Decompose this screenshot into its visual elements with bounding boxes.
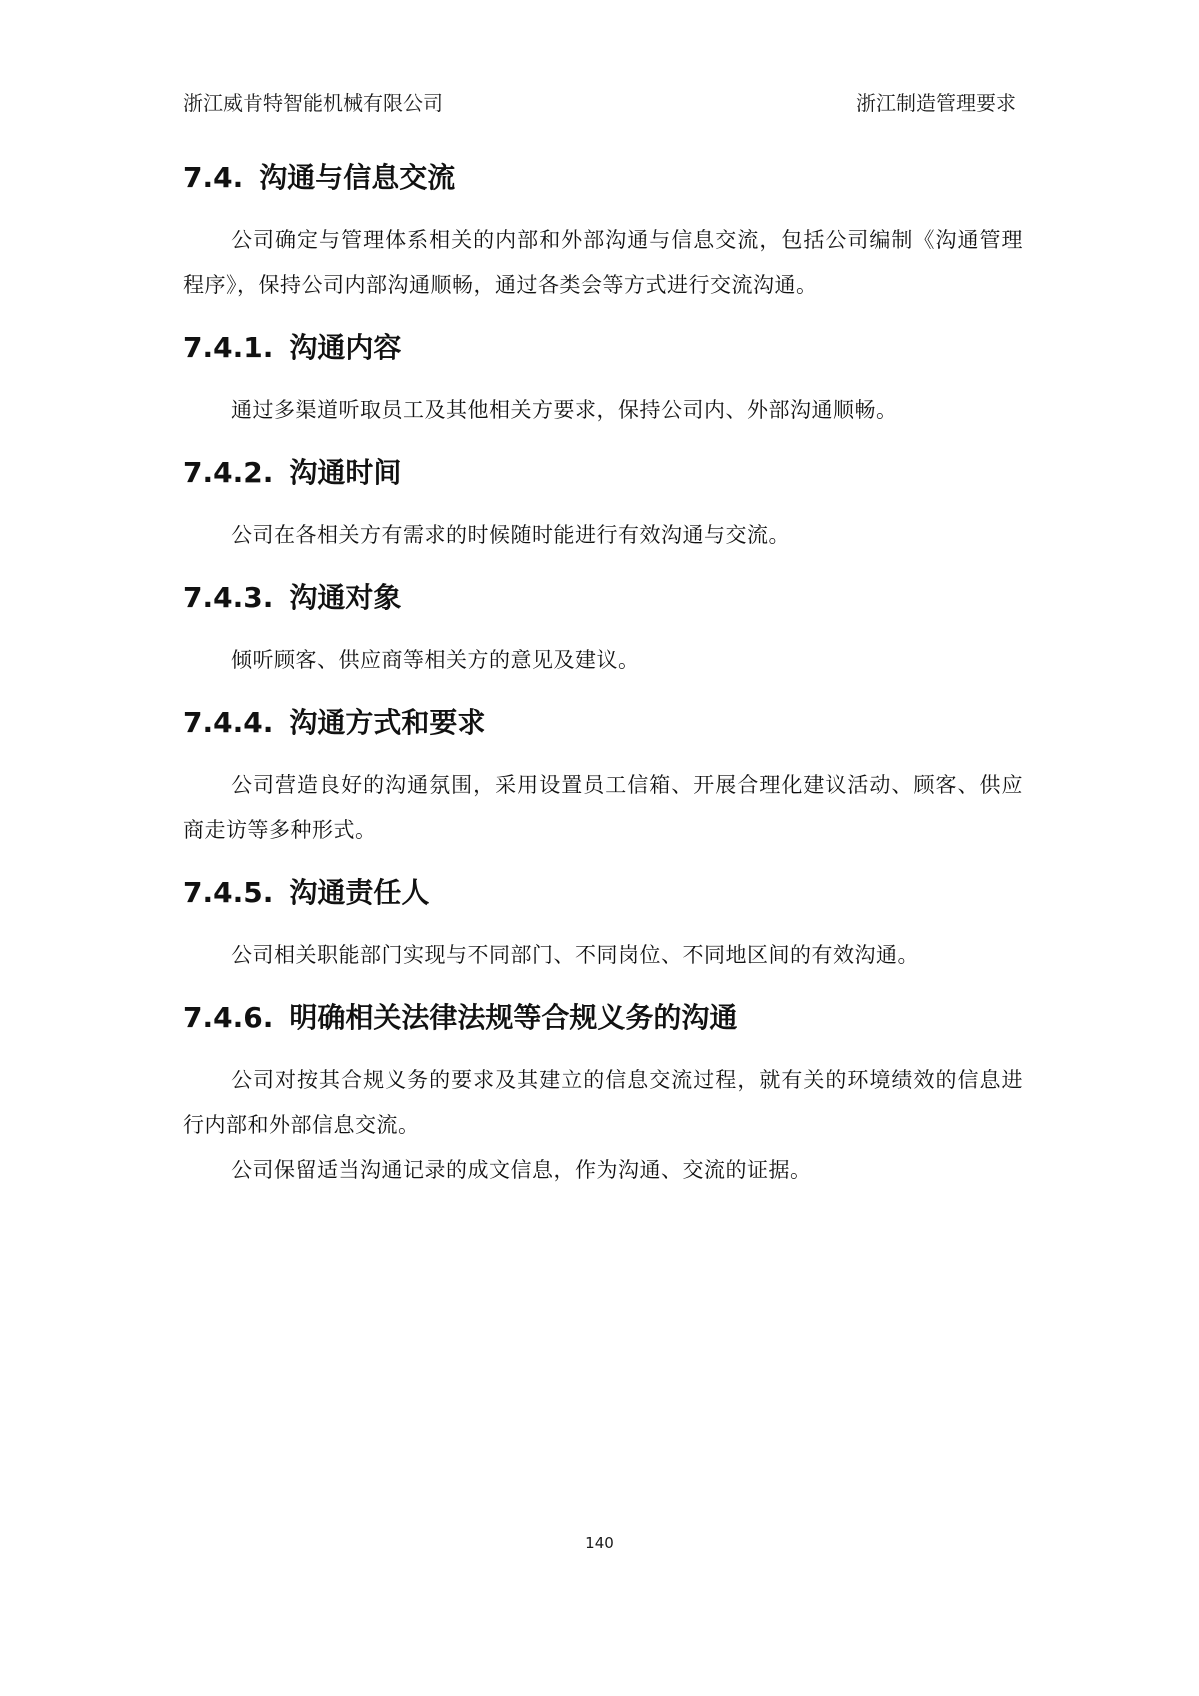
section-number: 7.4.2. [183, 456, 274, 489]
section-title: 明确相关法律法规等合规义务的沟通 [289, 1001, 738, 1034]
section-heading [183, 990, 1023, 1046]
body-paragraph: 公司相关职能部门实现与不同部门、不同岗位、不同地区间的有效沟通。 [231, 943, 919, 967]
section-title: 沟通对象 [289, 581, 402, 614]
section-number: 7.4.1. [183, 331, 274, 364]
section-title: 沟通时间 [289, 456, 402, 489]
header-company-name: 浙江威肯特智能机械有限公司 [183, 90, 443, 115]
body-paragraph: 公司确定与管理体系相关的内部和外部沟通与信息交流，包括公司编制《沟通管理程序》，保持公司内部沟通顺畅，通过各类会等方式进行交流沟通。 [183, 228, 1023, 297]
body-paragraph: 公司保留适当沟通记录的成文信息，作为沟通、交流的证据。 [231, 1158, 812, 1182]
section-title: 沟通与信息交流 [259, 161, 456, 194]
section-number: 7.4. [183, 161, 244, 194]
section-heading [183, 865, 1023, 921]
section-heading [183, 695, 1023, 751]
section-heading [183, 445, 1023, 501]
section-number: 7.4.4. [183, 706, 274, 739]
section-heading [183, 320, 1023, 376]
body-paragraph: 通过多渠道听取员工及其他相关方要求，保持公司内、外部沟通顺畅。 [231, 398, 898, 422]
section-heading [183, 570, 1023, 626]
header-document-title: 浙江制造管理要求 [856, 90, 1016, 115]
section-title: 沟通方式和要求 [289, 706, 486, 739]
section-title: 沟通内容 [289, 331, 402, 364]
body-paragraph: 公司营造良好的沟通氛围，采用设置员工信箱、开展合理化建议活动、顾客、供应商走访等多种形式。 [183, 773, 1023, 842]
section-number: 7.4.5. [183, 876, 274, 909]
section-title: 沟通责任人 [289, 876, 430, 909]
body-paragraph: 公司在各相关方有需求的时候随时能进行有效沟通与交流。 [231, 523, 790, 547]
section-heading [183, 150, 1023, 206]
page-content [183, 150, 1023, 1193]
page-header [183, 84, 1016, 118]
section-number: 7.4.3. [183, 581, 274, 614]
page-number: 140 [585, 1534, 614, 1552]
body-paragraph: 公司对按其合规义务的要求及其建立的信息交流过程，就有关的环境绩效的信息进行内部和外部信息交流。 [183, 1068, 1023, 1137]
section-number: 7.4.6. [183, 1001, 274, 1034]
body-paragraph: 倾听顾客、供应商等相关方的意见及建议。 [231, 648, 640, 672]
